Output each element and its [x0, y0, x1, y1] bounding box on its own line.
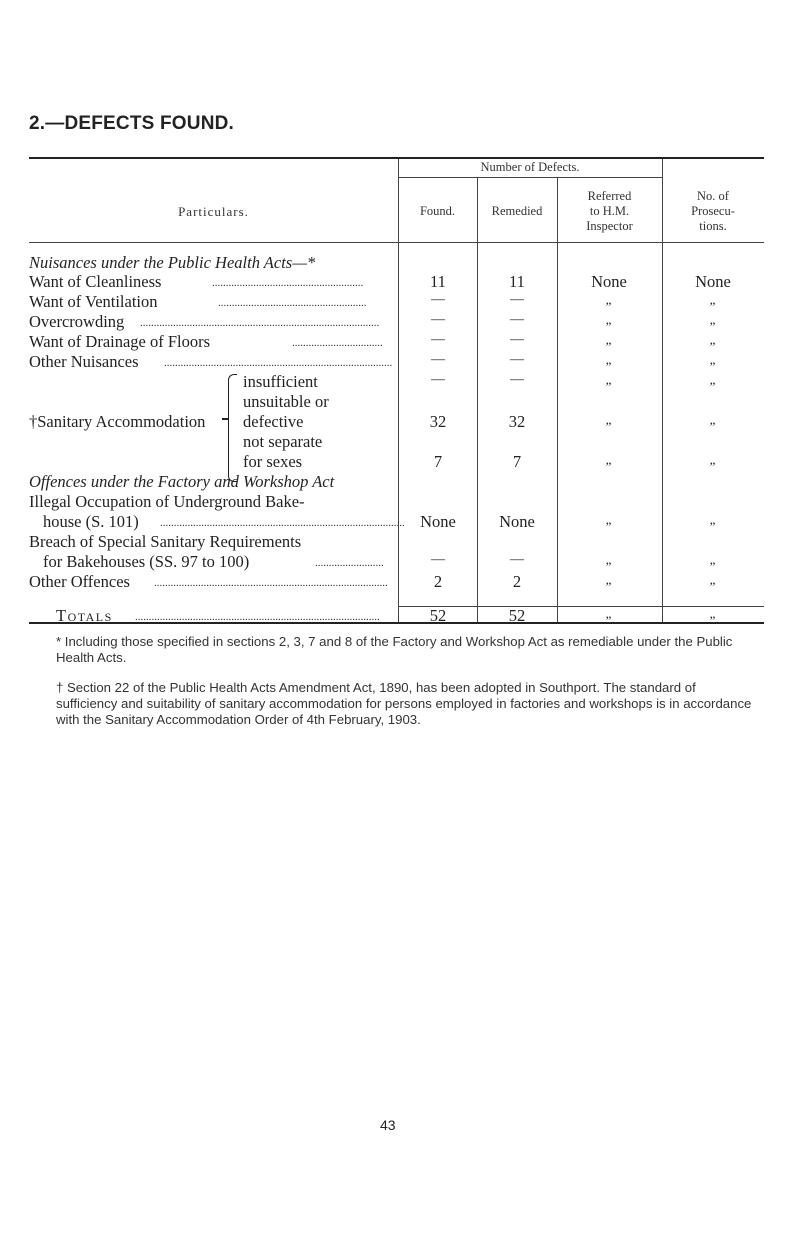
- sanitary-label: †Sanitary Accommodation: [29, 412, 206, 431]
- cell-referred: None: [591, 272, 627, 291]
- totals-remedied: 52: [508, 606, 526, 625]
- cell-prosecutions: „: [709, 452, 717, 467]
- cell-referred: „: [605, 552, 613, 567]
- cell-prosecutions: „: [709, 552, 717, 567]
- header-remedied: Remedied: [491, 204, 543, 218]
- cell-remedied: 32: [508, 412, 526, 431]
- cell-remedied: —: [510, 552, 524, 567]
- cell-found: 7: [433, 452, 443, 471]
- cell-found: None: [420, 512, 456, 531]
- header-prosecutions-1: No. of: [697, 189, 729, 203]
- cell-prosecutions: None: [695, 272, 731, 291]
- cell-remedied: 11: [509, 272, 525, 291]
- brace-icon: [228, 374, 237, 482]
- cell-remedied: —: [510, 312, 524, 327]
- row-label: unsuitable or: [243, 392, 329, 411]
- cell-referred: „: [605, 352, 613, 367]
- brace-point: [222, 418, 228, 420]
- cell-prosecutions: „: [709, 332, 717, 347]
- row-label-line2: Other Offences: [29, 572, 130, 591]
- page-heading: 2.—DEFECTS FOUND.: [29, 113, 235, 134]
- cell-prosecutions: „: [709, 512, 717, 527]
- leader-dots: .................................: [292, 337, 383, 349]
- row-label: defective: [243, 412, 304, 431]
- cell-prosecutions: „: [709, 372, 717, 387]
- page-number: 43: [380, 1117, 396, 1133]
- header-prosecutions-3: tions.: [699, 219, 727, 233]
- row-label: Other Nuisances: [29, 352, 139, 371]
- cell-found: —: [431, 292, 445, 307]
- cell-prosecutions: „: [709, 292, 717, 307]
- cell-referred: „: [605, 452, 613, 467]
- cell-found: —: [431, 312, 445, 327]
- cell-found: 2: [433, 572, 443, 591]
- header-referred-3: Inspector: [586, 219, 633, 233]
- totals-label: Totals: [56, 606, 113, 625]
- cell-remedied: —: [510, 292, 524, 307]
- cell-prosecutions: „: [709, 312, 717, 327]
- cell-found: —: [431, 332, 445, 347]
- cell-prosecutions: „: [709, 412, 717, 427]
- leader-dots: ......................................................: [218, 297, 367, 309]
- row-label-line1: Illegal Occupation of Underground Bake-: [29, 492, 305, 511]
- cell-prosecutions: „: [709, 572, 717, 587]
- header-referred-1: Referred: [587, 189, 632, 203]
- cell-remedied: 7: [512, 452, 522, 471]
- header-prosecutions-2: Prosecu-: [691, 204, 735, 218]
- cell-prosecutions: „: [709, 352, 717, 367]
- cell-remedied: —: [510, 332, 524, 347]
- cell-found: 32: [429, 412, 447, 431]
- header-bottom-rule: [29, 242, 764, 243]
- cell-remedied: None: [499, 512, 535, 531]
- cell-referred: „: [605, 312, 613, 327]
- totals-found: 52: [429, 606, 447, 625]
- section-offences: Offences under the Factory and Workshop Act: [29, 472, 335, 491]
- cell-remedied: 2: [512, 572, 522, 591]
- leader-dots: .........................................................................................: [135, 611, 380, 623]
- row-label: Want of Cleanliness: [29, 272, 162, 291]
- cell-found: —: [431, 352, 445, 367]
- row-label: for sexes: [243, 452, 303, 471]
- cell-referred: „: [605, 512, 613, 527]
- cell-found: —: [431, 552, 445, 567]
- footnote-dagger: † Section 22 of the Public Health Acts Amendment Act, 1890, has been adopted in Southport. The standard of sufficiency and suitability of sanitary accommodation for persons employed in factories and workshops is in accordance with the Sanitary Accommodation Order of 4th February, 1903.: [56, 680, 752, 727]
- cell-found: —: [431, 372, 445, 387]
- header-referred-2: to H.M.: [589, 204, 630, 218]
- footnote-star: * Including those specified in sections 2, 3, 7 and 8 of the Factory and Workshop Act as remediable under the Public Health Acts.: [56, 634, 733, 665]
- cell-referred: „: [605, 332, 613, 347]
- row-label-line1: Breach of Special Sanitary Requirements: [29, 532, 302, 551]
- leader-dots: .......................................................................................: [140, 317, 380, 329]
- totals-prosecutions: „: [709, 606, 717, 621]
- leader-dots: ...................................................................................: [164, 357, 393, 369]
- header-found: Found.: [419, 204, 456, 218]
- group-header-rule: [398, 177, 662, 178]
- cell-found: 11: [430, 272, 446, 291]
- row-label: Overcrowding: [29, 312, 125, 331]
- row-label: Want of Drainage of Floors: [29, 332, 211, 351]
- row-label-line2: for Bakehouses (SS. 97 to 100): [43, 552, 250, 571]
- cell-remedied: —: [510, 372, 524, 387]
- cell-referred: „: [605, 412, 613, 427]
- cell-referred: „: [605, 292, 613, 307]
- row-label-line2: house (S. 101): [43, 512, 139, 531]
- leader-dots: .......................................................: [212, 277, 364, 289]
- section-nuisances: Nuisances under the Public Health Acts—*: [29, 253, 316, 272]
- table-top-rule: [29, 157, 764, 159]
- totals-referred: „: [605, 606, 613, 621]
- row-label: Want of Ventilation: [29, 292, 158, 311]
- header-particulars: Particulars.: [178, 204, 249, 219]
- group-header: Number of Defects.: [480, 160, 580, 174]
- leader-dots: .........................................................................................: [160, 517, 405, 529]
- leader-dots: .....................................................................................: [154, 577, 388, 589]
- row-label: insufficient: [243, 372, 318, 391]
- cell-referred: „: [605, 372, 613, 387]
- cell-remedied: —: [510, 352, 524, 367]
- row-label: not separate: [243, 432, 323, 451]
- leader-dots: .........................: [315, 557, 384, 569]
- cell-referred: „: [605, 572, 613, 587]
